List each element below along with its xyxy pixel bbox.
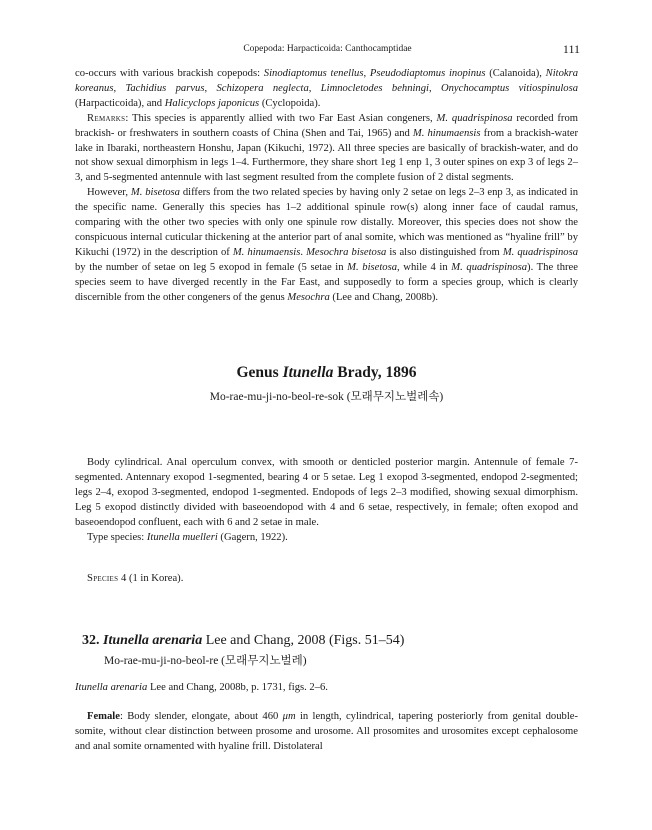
running-head: Copepoda: Harpacticoida: Canthocamptidae — [243, 44, 412, 54]
remarks-paragraph: Remarks: This species is apparently allied with two Far East Asian congeners, M. quadrispinosa recorded from brackish- or freshwaters in southern coasts of China (Shen and Tai, 1965) and M. hinumaensis from a brackish-water lake in Ibaraki, northeastern Honshu, Japan (Kikuchi, 1972). All three species are basically of brackish-water, and do not show sexual dimorphism in legs 1–4. Furthermore, they share short 1eg 1 enp 1, 3 outer spines on exp 3 of legs 2–3, and 5-segmented antennule with last segment resulted from the complete fusion of 2 distal segments. — [75, 112, 578, 184]
citation: Itunella arenaria Lee and Chang, 2008b, p. 1731, figs. 2–6. — [75, 682, 328, 693]
species-count: Species 4 (1 in Korea). — [87, 573, 184, 584]
genus-heading: Genus Itunella Brady, 1896 — [236, 364, 417, 381]
top-text-block — [75, 67, 578, 306]
page-number: 111 — [562, 42, 580, 56]
comparison-paragraph: However, M. bisetosa differs from the two related species by having only 2 setae on legs 2–3 enp 3, as indicated in the specific name. Generally this species has 1–2 additional spinule row(s) along inner face of caudal ramus, comparing with the other two species with only one spinule row distally. Moreover, this species does not show the conspicuous internal cuticular thickening at the anterior part of anal somite, which was mentioned as “hyaline frill” by Kikuchi (1972) in the description of M. hinumaensis. Mesochra bisetosa is also distinguished from M. quadrispinosa by the number of setae on leg 5 exopod in female (5 setae in M. bisetosa, while 4 in M. quadrispinosa). The three species seem to have diverged recently in the Far East, and supposedly to form a species group, which is clearly discernible from the other congeners of the genus Mesochra (Lee and Chang, 2008b). — [75, 187, 578, 303]
genus-korean-name: Mo-rae-mu-ji-no-beol-re-sok (모래무지노벌레속) — [209, 391, 444, 403]
type-species: Type species: Itunella muelleri (Gagern, 1922). — [87, 531, 288, 543]
remarks-label: Remarks — [87, 112, 126, 124]
genus-description: Body cylindrical. Anal operculum convex, with smooth or denticled posterior margin. Antennule of female 7-segmented. Antennary exopod 1-segmented, bearing 4 or 5 setae. Leg 1 exopod 3-segmented, endopod 2-segmented; legs 2–4, exopod 3-segmented, endopod 1-segmented. Endopods of legs 2–3 modified, showing sexual dimorphism. Leg 5 exopod distinctly divided with baseoendopod with 4 and 6 setae, respectively, in female; often exopod and baseoendopod confluent, each with 6 and 2 setae in male. — [75, 457, 578, 528]
species-count-label: Species — [87, 573, 119, 584]
species-korean-name: Mo-rae-mu-ji-no-beol-re (모래무지노벌레) — [104, 655, 307, 667]
habitat-paragraph: co-occurs with various brackish copepods: Sinodiaptomus tenellus, Pseudodiaptomus inopinus (Calanoida), Nitokra koreanus, Tachidius parvus, Schizopera neglecta, Limnocletodes behningi, Onychocamptus vitiospinulosa (Harpacticoida), and Halicyclops japonicus (Cyclopoida). — [75, 68, 579, 109]
female-description: Female: Body slender, elongate, about 460 μm in length, cylindrical, tapering posteriorly from genital double-somite, without clear distinction between prosome and urosome. All prosomites and urosomites except cephalosome and anal somite ornamented with hyaline frill. Distolateral — [75, 711, 578, 752]
genus-description-block — [75, 456, 578, 545]
female-label: Female — [87, 711, 120, 722]
species-heading: 32. Itunella arenaria Lee and Chang, 2008 (Figs. 51–54) — [82, 633, 405, 648]
